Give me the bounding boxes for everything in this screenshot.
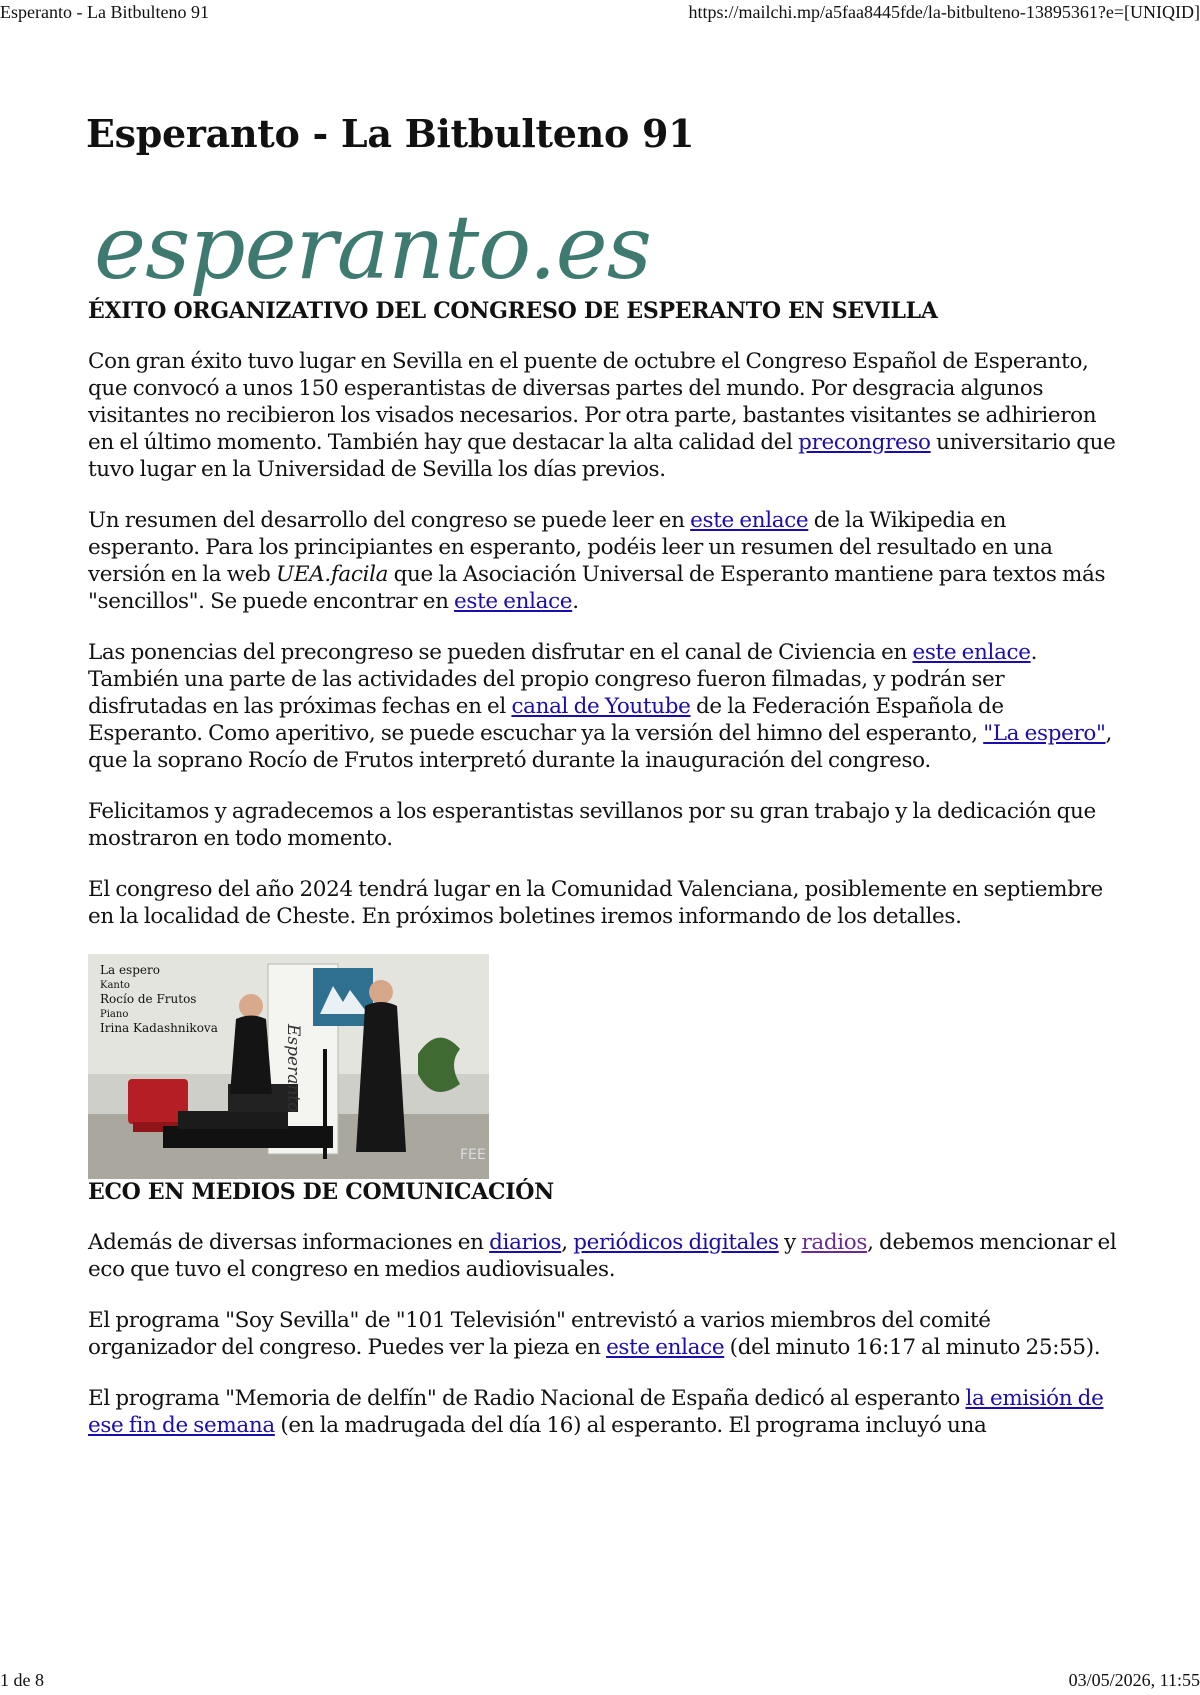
print-footer [0, 1669, 1200, 1695]
video-caption-line: Kanto [100, 980, 130, 991]
newsletter-content [88, 108, 1120, 1439]
la-espero-link[interactable]: "La espero" [983, 721, 1106, 746]
video-caption-line: Irina Kadashnikova [100, 1021, 218, 1035]
page-title: Esperanto - La Bitbulteno 91 [86, 111, 695, 156]
memoria-de-delfin-link[interactable]: la emisión de ese fin de semana [88, 1386, 1104, 1438]
youtube-channel-link[interactable]: canal de Youtube [511, 694, 691, 719]
esperanto-es-logo: esperanto.es [94, 196, 651, 299]
video-banner-text: Esperanto [283, 1024, 303, 1113]
section-heading-congreso: ÉXITO ORGANIZATIVO DEL CONGRESO DE ESPERANTO EN SEVILLA [88, 298, 938, 324]
page-number: 1 de 8 [0, 1670, 44, 1690]
video-thumbnail-image [88, 954, 489, 1179]
print-datetime: 03/05/2026, 11:55 [1068, 1670, 1200, 1690]
paragraph: Un resumen del desarrollo del congreso se puede leer en este enlace de la Wikipedia en esperanto. Para los principiantes en esperanto, podéis leer un resumen del resultado en una versión en la web UEA.facila que la Asociación Universal de Esperanto mantiene para textos más "sencillos". Se puede encontrar en este enlace. [88, 508, 1106, 614]
video-caption-line: Piano [100, 1009, 129, 1020]
paragraph: Además de diversas informaciones en diarios, periódicos digitales y radios, debemos mencionar el eco que tuvo el congreso en medios audiovisuales. [88, 1230, 1117, 1282]
paragraph: El congreso del año 2024 tendrá lugar en la Comunidad Valenciana, posiblemente en septiembre en la localidad de Cheste. En próximos boletines iremos informando de los detalles. [88, 877, 1103, 929]
periodicos-digitales-link[interactable]: periódicos digitales [573, 1230, 779, 1255]
print-header-title: Esperanto - La Bitbulteno 91 [0, 2, 209, 22]
uea-facila-link[interactable]: este enlace [454, 589, 573, 614]
video-watermark: FEE [460, 1147, 486, 1163]
paragraph: Las ponencias del precongreso se pueden disfrutar en el canal de Civiencia en este enlace. También una parte de las actividades del propio congreso fueron filmadas, y podrán ser disfrutadas en las próximas fechas en el canal de Youtube de la Federación Española de Esperanto. Como aperitivo, se puede escuchar ya la versión del himno del esperanto, "La espero", que la soprano Rocío de Frutos interpretó durante la inauguración del congreso. [88, 640, 1113, 773]
video-caption-line: La espero [100, 963, 160, 977]
civiencia-link[interactable]: este enlace [912, 640, 1031, 665]
video-caption-line: Rocío de Frutos [100, 992, 197, 1006]
radios-link[interactable]: radios [801, 1230, 868, 1255]
section-heading-medios: ECO EN MEDIOS DE COMUNICACIÓN [88, 1179, 554, 1205]
precongreso-link[interactable]: precongreso [798, 430, 931, 455]
print-header [0, 0, 1200, 26]
paragraph: Con gran éxito tuvo lugar en Sevilla en el puente de octubre el Congreso Español de Esperanto, que convocó a unos 150 esperantistas de diversas partes del mundo. Por desgracia algunos visitantes no recibieron los visados necesarios. Por otra parte, bastantes visitantes se adhirieron en el último momento. También hay que destacar la alta calidad del precongreso universitario que tuvo lugar en la Universidad de Sevilla los días previos. [88, 349, 1116, 482]
paragraph: El programa "Soy Sevilla" de "101 Televisión" entrevistó a varios miembros del comité organizador del congreso. Puedes ver la pieza en este enlace (del minuto 16:17 al minuto 25:55). [88, 1308, 1101, 1360]
diarios-link[interactable]: diarios [489, 1230, 562, 1255]
wikipedia-link[interactable]: este enlace [690, 508, 809, 533]
soy-sevilla-link[interactable]: este enlace [606, 1335, 725, 1360]
print-header-url: https://mailchi.mp/a5faa8445fde/la-bitbulteno-13895361?e=[UNIQID] [688, 2, 1200, 22]
paragraph: El programa "Memoria de delfín" de Radio Nacional de España dedicó al esperanto la emisión de ese fin de semana (en la madrugada del día 16) al esperanto. El programa incluyó una [88, 1386, 1104, 1438]
video-thumbnail[interactable] [88, 954, 489, 1179]
paragraph: Felicitamos y agradecemos a los esperantistas sevillanos por su gran trabajo y la dedicación que mostraron en todo momento. [88, 799, 1096, 851]
